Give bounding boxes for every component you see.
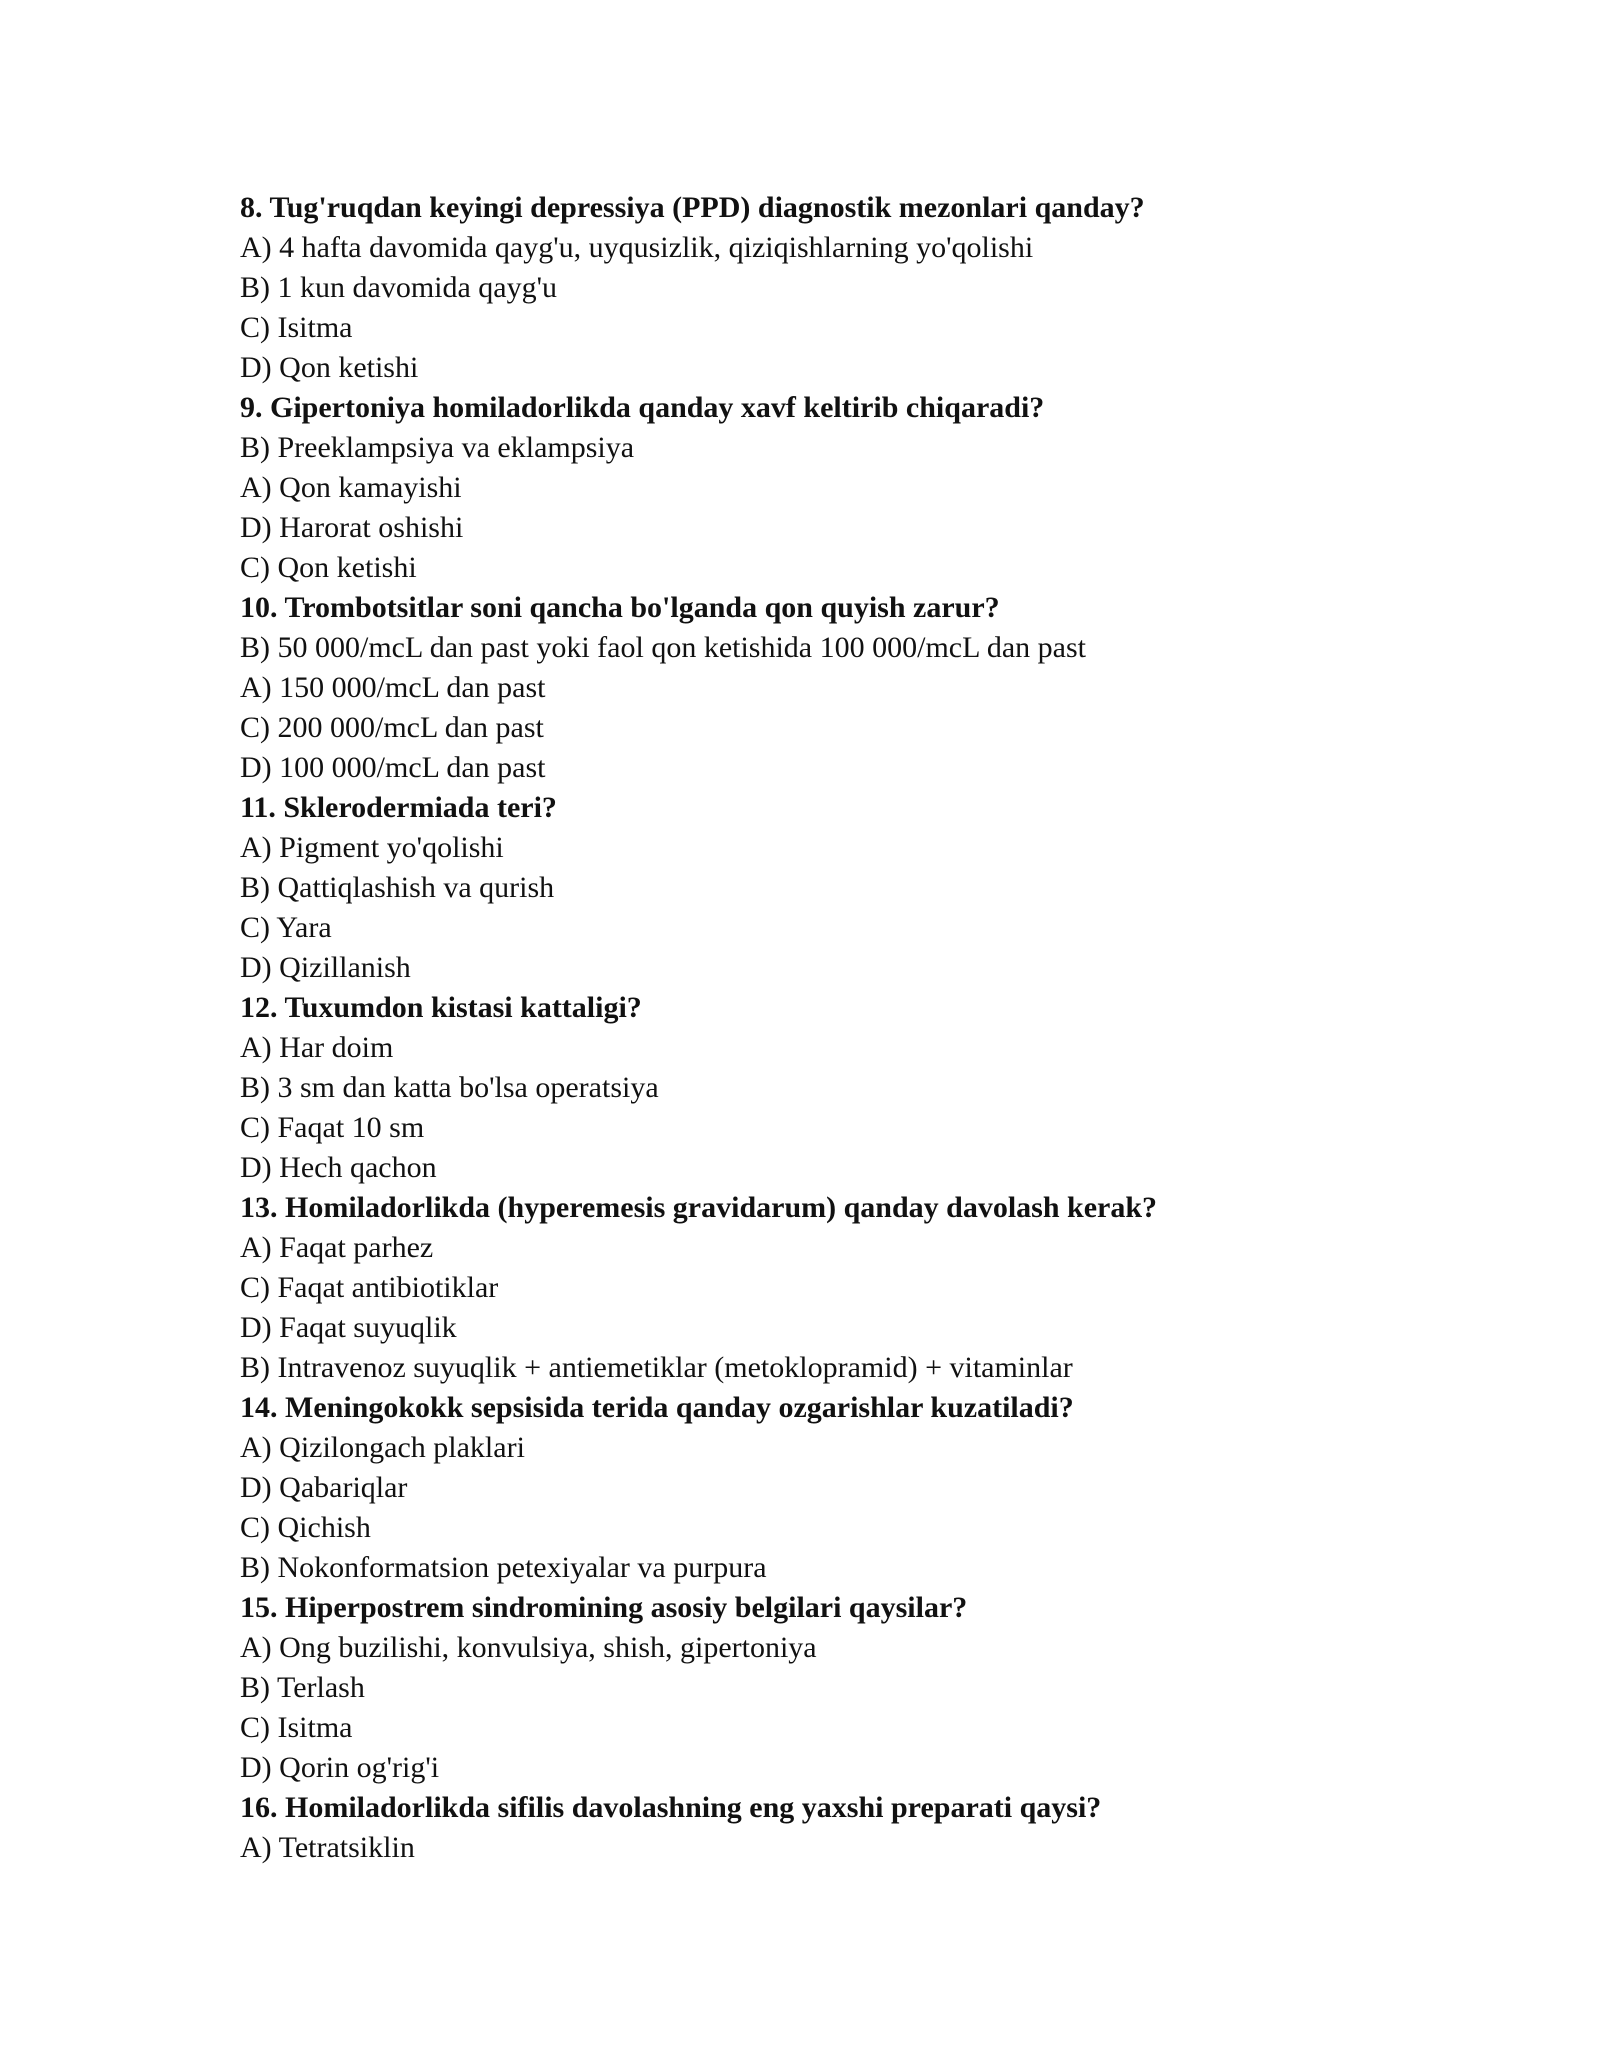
answer-option: B) 50 000/mcL dan past yoki faol qon ketishida 100 000/mcL dan past xyxy=(240,631,1086,664)
answer-option: B) 3 sm dan katta bo'lsa operatsiya xyxy=(240,1071,659,1104)
answer-option: C) Isitma xyxy=(240,1711,353,1744)
question-12: 12. Tuxumdon kistasi kattaligi? xyxy=(240,991,642,1024)
question-14: 14. Meningokokk sepsisida terida qanday ozgarishlar kuzatiladi? xyxy=(240,1391,1074,1424)
answer-option: A) Pigment yo'qolishi xyxy=(240,831,504,864)
question-10: 10. Trombotsitlar soni qancha bo'lganda qon quyish zarur? xyxy=(240,591,1000,624)
question-11: 11. Sklerodermiada teri? xyxy=(240,791,557,824)
answer-option: A) Har doim xyxy=(240,1031,394,1064)
answer-option: D) Hech qachon xyxy=(240,1151,437,1184)
answer-option: D) 100 000/mcL dan past xyxy=(240,751,546,784)
answer-option: D) Qabariqlar xyxy=(240,1471,408,1504)
answer-option: D) Qorin og'rig'i xyxy=(240,1751,440,1784)
answer-option: D) Faqat suyuqlik xyxy=(240,1311,457,1344)
answer-option: A) 4 hafta davomida qayg'u, uyqusizlik, qiziqishlarning yo'qolishi xyxy=(240,231,1034,264)
answer-option: C) Yara xyxy=(240,911,332,944)
answer-option: D) Qizillanish xyxy=(240,951,411,984)
answer-option: A) Qizilongach plaklari xyxy=(240,1431,525,1464)
answer-option: C) Qichish xyxy=(240,1511,371,1544)
question-8: 8. Tug'ruqdan keyingi depressiya (PPD) diagnostik mezonlari qanday? xyxy=(240,191,1145,224)
answer-option: B) Qattiqlashish va qurish xyxy=(240,871,555,904)
answer-option: A) Qon kamayishi xyxy=(240,471,462,504)
question-16: 16. Homiladorlikda sifilis davolashning eng yaxshi preparati qaysi? xyxy=(240,1791,1102,1824)
answer-option: B) Preeklampsiya va eklampsiya xyxy=(240,431,635,464)
answer-option: B) 1 kun davomida qayg'u xyxy=(240,271,558,304)
answer-option: C) Isitma xyxy=(240,311,353,344)
answer-option: C) Faqat 10 sm xyxy=(240,1111,425,1144)
question-9: 9. Gipertoniya homiladorlikda qanday xavf keltirib chiqaradi? xyxy=(240,391,1045,424)
answer-option: C) Faqat antibiotiklar xyxy=(240,1271,499,1304)
answer-option: D) Qon ketishi xyxy=(240,351,419,384)
answer-option: B) Intravenoz suyuqlik + antiemetiklar (metoklopramid) + vitaminlar xyxy=(240,1351,1073,1384)
answer-option: B) Nokonformatsion petexiyalar va purpura xyxy=(240,1551,767,1584)
answer-option: C) 200 000/mcL dan past xyxy=(240,711,544,744)
answer-option: A) Faqat parhez xyxy=(240,1231,434,1264)
answer-option: A) Ong buzilishi, konvulsiya, shish, gipertoniya xyxy=(240,1631,817,1664)
question-13: 13. Homiladorlikda (hyperemesis gravidarum) qanday davolash kerak? xyxy=(240,1191,1158,1224)
answer-option: C) Qon ketishi xyxy=(240,551,417,584)
answer-option: B) Terlash xyxy=(240,1671,365,1704)
document-body xyxy=(240,188,1440,1868)
answer-option: D) Harorat oshishi xyxy=(240,511,464,544)
question-15: 15. Hiperpostrem sindromining asosiy belgilari qaysilar? xyxy=(240,1591,968,1624)
answer-option: A) Tetratsiklin xyxy=(240,1831,415,1864)
answer-option: A) 150 000/mcL dan past xyxy=(240,671,546,704)
